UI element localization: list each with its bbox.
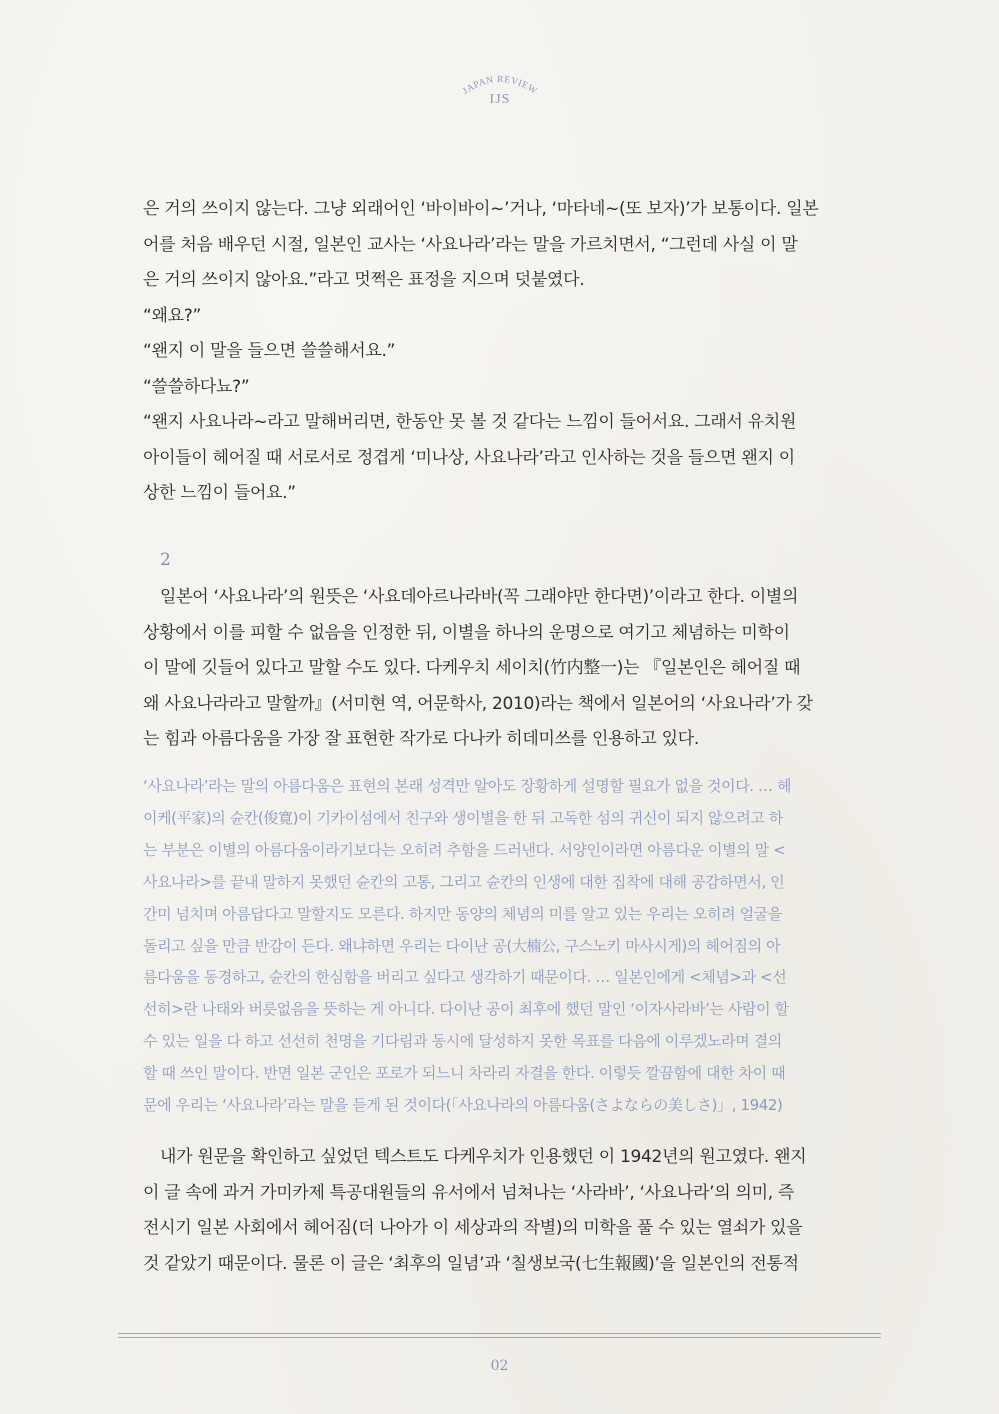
logo-brand: IJS — [489, 92, 511, 107]
quote-line: 름다움을 동경하고, 슌칸의 한심함을 버리고 싶다고 생각하기 때문이다. … 일본인에게 <체념>과 <선 — [143, 968, 787, 987]
text-line: 전시기 일본 사회에서 헤어짐(더 나아가 이 세상과의 작별)의 미학을 풀 수 있는 열쇠가 있을 — [143, 1218, 803, 1238]
footer-rule-top — [118, 1333, 881, 1334]
quote-line: 선히>란 나태와 버릇없음을 뜻하는 게 아니다. 다이난 공이 최후에 했던 말인 ‘이자사라바’는 사람이 할 — [143, 1000, 789, 1019]
quote-line: 할 때 쓰인 말이다. 반면 일본 군인은 포로가 되느니 차라리 자결을 한다. 이렇듯 깔끔함에 대한 차이 때 — [143, 1064, 786, 1083]
quote-line: 돌리고 싶을 만큼 반감이 든다. 왜냐하면 우리는 다이난 공(大楠公, 구스노키 마사시게)의 헤어짐의 아 — [143, 936, 781, 955]
text-line: 은 거의 쓰이지 않아요.”라고 멋쩍은 표정을 지으며 덧붙였다. — [143, 270, 585, 290]
section-number: 2 — [160, 550, 171, 570]
paragraph-block-1 — [143, 192, 859, 512]
text-line: 내가 원문을 확인하고 싶었던 텍스트도 다케우치가 인용했던 이 1942년의 원고였다. 왠지 — [160, 1147, 807, 1167]
text-line: 왜 사요나라라고 말할까』(서미현 역, 어문학사, 2010)라는 책에서 일본어의 ‘사요나라’가 갖 — [143, 693, 813, 714]
text-line: “왜요?” — [143, 305, 201, 326]
paragraph-block-3 — [143, 1140, 859, 1282]
text-line: 이 말에 깃들어 있다고 말할 수도 있다. 다케우치 세이치(竹内整一)는 『일본인은 헤어질 때 — [143, 658, 801, 678]
quote-line: 간미 넘치며 아름답다고 말할지도 모른다. 하지만 동양의 체념의 미를 알고 있는 우리는 오히려 얼굴을 — [143, 904, 782, 923]
text-line: 것 같았기 때문이다. 물론 이 글은 ‘최후의 일념’과 ‘칠생보국(七生報國)’을 일본인의 전통적 — [143, 1253, 799, 1274]
footer-rule-bottom — [118, 1337, 881, 1338]
quote-line: ‘사요나라’라는 말의 아름다움은 표현의 본래 성격만 알아도 장황하게 설명할 필요가 없을 것이다. … 헤 — [143, 777, 792, 795]
text-line: 어를 처음 배우던 시절, 일본인 교사는 ‘사요나라’라는 말을 가르치면서, “그런데 사실 이 말 — [143, 234, 798, 255]
text-line: “왠지 이 말을 들으면 쓸쓸해서요.” — [143, 341, 396, 361]
block-quote — [143, 771, 859, 1122]
text-line: 상황에서 이를 피할 수 없음을 인정한 뒤, 이별을 하나의 운명으로 여기고 체념하는 미학이 — [143, 622, 790, 643]
journal-logo — [440, 62, 560, 122]
text-line: 이 글 속에 과거 가미카제 특공대원들의 유서에서 넘쳐나는 ‘사라바’, ‘사요나라’의 의미, 즉 — [143, 1182, 795, 1203]
page-number: 02 — [490, 1358, 509, 1374]
logo-arc-label: JAPAN REVIEW — [461, 74, 539, 97]
quote-line: 문에 우리는 ‘사요나라’라는 말을 듣게 된 것이다(「사요나라의 아름다움(さよならの美しさ)」, 1942) — [143, 1096, 783, 1115]
paragraph-block-2 — [143, 580, 859, 758]
quote-line: 이케(平家)의 슌칸(俊寛)이 기카이섬에서 친구와 생이별을 한 뒤 고독한 섬의 귀신이 되지 않으려고 하 — [143, 808, 783, 827]
text-line: “쓸쓸하다뇨?” — [143, 376, 250, 397]
quote-line: 수 있는 일을 다 하고 선선히 천명을 기다림과 동시에 달성하지 못한 목표를 다음에 이루겠노라며 결의 — [143, 1032, 782, 1051]
text-line: 는 힘과 아름다움을 가장 잘 표현한 작가로 다나카 히데미쓰를 인용하고 있다. — [143, 729, 699, 749]
text-line: “왠지 사요나라~라고 말해버리면, 한동안 못 볼 것 같다는 느낌이 들어서요. 그래서 유치원 — [143, 412, 797, 432]
text-line: 은 거의 쓰이지 않는다. 그냥 외래어인 ‘바이바이~’거나, ‘마타네~(또 보자)’가 보통이다. 일본 — [143, 199, 819, 219]
text-line: 아이들이 헤어질 때 서로서로 정겹게 ‘미나상, 사요나라’라고 인사하는 것을 들으면 왠지 이 — [143, 447, 795, 468]
text-line: 상한 느낌이 들어요.” — [143, 483, 296, 503]
quote-line: 는 부분은 이별의 아름다움이라기보다는 오히려 추함을 드러낸다. 서양인이라면 아름다운 이별의 말 < — [143, 840, 786, 859]
quote-line: 사요나라>를 끝내 말하지 못했던 슌칸의 고통, 그리고 슌칸의 인생에 대한 집착에 대해 공감하면서, 인 — [143, 872, 785, 891]
text-line: 일본어 ‘사요나라’의 원뜻은 ‘사요데아르나라바(꼭 그래야만 한다면)’이라고 한다. 이별의 — [160, 587, 799, 607]
